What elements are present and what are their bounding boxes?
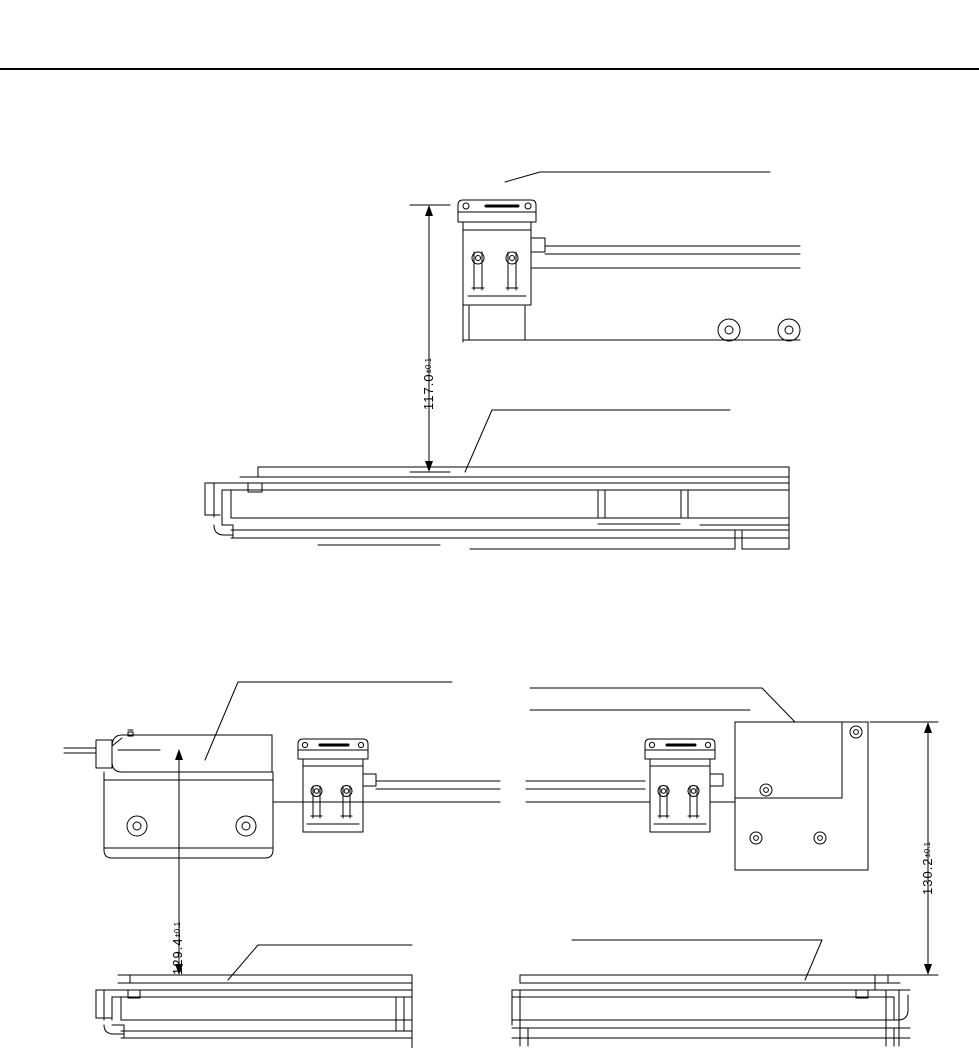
enclosure-leader — [530, 688, 795, 722]
bottom-right-drawing — [490, 650, 979, 1048]
bottom-left-drawing — [0, 650, 500, 1048]
dimension-tolerance: ±0.1 — [424, 357, 433, 374]
belt-leader-right — [572, 940, 822, 980]
figure-bottom-right-view — [490, 650, 979, 1048]
dimension-label-117 — [421, 358, 436, 410]
belt-leader — [465, 410, 730, 472]
dimension-value: 129.4 — [170, 937, 185, 975]
dimension-value: 117.0 — [421, 373, 436, 410]
cylinder-leader — [205, 682, 452, 760]
sensor-head-leader — [505, 172, 770, 182]
dimension-tolerance: ±0.1 — [923, 841, 932, 858]
dimension-value: 130.2 — [920, 857, 935, 895]
dimension-label-130-2 — [920, 842, 935, 895]
top-view-drawing — [0, 120, 979, 570]
figure-top-view — [0, 120, 979, 570]
header-divider-rule — [0, 68, 979, 70]
dimension-label-129-4 — [170, 922, 185, 975]
figure-bottom-left-view — [0, 650, 500, 1048]
dimension-tolerance: ±0.1 — [173, 921, 182, 938]
